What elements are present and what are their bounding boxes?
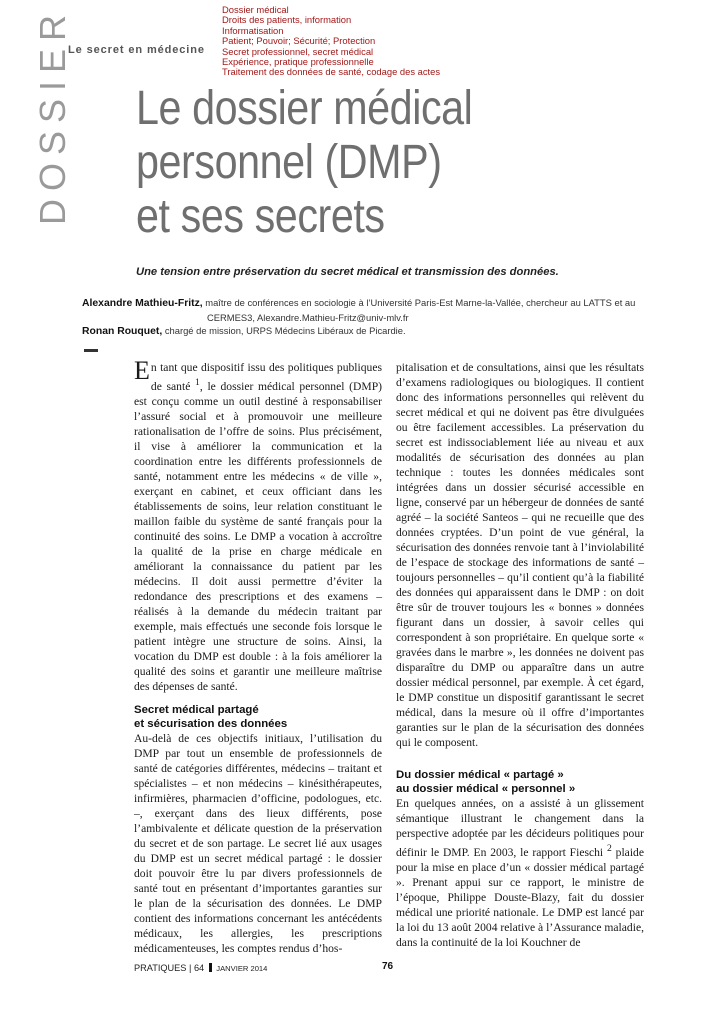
- issue-number: 64: [193, 963, 205, 973]
- section-heading: Secret médical partagé et sécurisation des données: [134, 703, 288, 730]
- keyword: Droits des patients, information: [222, 14, 352, 26]
- body-paragraph: Au-delà de ces objectifs initiaux, l’utilisation du DMP par tout un ensemble de professionnels de santé de catégories différentes, médecins – traitant et spécialistes – et non médecins – kinésithérapeutes, infirmières, pharmacien d’officine, podologues, etc. –, exerçant dans des lieux différents, pose l’ambivalente et délicate question de la préservation du secret et de son partage. Le secret lié aux usages du DMP est un secret médical partagé : le dossier doit pouvoir être lu par divers professionnels de santé tout en présentant d’importantes garanties sur le plan de la sécurisation des données. Le DMP contient des informations concernant les antécédents médicaux, les allergies, les prescriptions médicamenteuses, les comptes rendus d’hos-: [134, 731, 382, 955]
- author-affiliation-continued: CERMES3, Alexandre.Mathieu-Fritz@univ-mlv.fr: [207, 311, 409, 323]
- author-row: [82, 296, 642, 311]
- author-name: Alexandre Mathieu-Fritz,: [82, 298, 203, 309]
- keyword: Patient; Pouvoir; Sécurité; Protection: [222, 35, 376, 47]
- side-label: DOSSIER: [32, 6, 73, 225]
- title-line: personnel (DMP): [136, 136, 442, 189]
- keyword: Secret professionnel, secret médical: [222, 45, 374, 57]
- author-name: Ronan Rouquet,: [82, 326, 163, 338]
- page-footer: PRATIQUES | 64 JANVIER 2014: [134, 963, 268, 973]
- keyword: Dossier médical: [222, 4, 289, 15]
- body-paragraph: pitalisation et de consultations, ainsi que les résultats d’examens radiologiques ou biologiques. Il contient donc des informations personnelles qui relèvent du secret médical et qui ne doivent pas être divulguées ou être facilement accessibles. La préservation du secret est indissociablement liée au niveau et aux modalités de sécurisation des données au plan technique : toutes les données médicales sont intégrées dans un dossier sécurisé accessible en ligne, conservé par un hébergeur de données de santé agréé – la société Santeos – qui ne recueille que des données cryptées. D’un point de vue général, la sécurisation des données renvoie tant à l’inviolabilité de l’espace de stockage des informations de santé – toujours personnelles – qu’il contient qu’à la fiabilité des données qui apparaissent dans le DMP : on doit être sûr de trouver toujours les « bonnes » données figurant dans un dossier, à savoir celles qui correspondent à son propriétaire. En quelque sorte « gravées dans le marbre », les données ne doivent pas disparaître du DMP ou apparaître dans un autre dossier médical personnel, par exemple. À cet égard, le DMP constitue un dispositif garantissant le secret médical, dans la mesure où il offre d’importantes garanties sur le plan de la sécurisation des données qui le composent.: [396, 361, 644, 749]
- body-column-left: [134, 356, 382, 956]
- decorative-rule: [84, 349, 98, 352]
- issue-date: JANVIER 2014: [216, 964, 268, 973]
- body-paragraph: En quelques années, on a assisté à un glissement sémantique illustrant le changement dans la perspective adoptée par les décideurs politiques pour définir le DMP. En 2003, le rapport Fieschi $^2$ plaide pour la mise en place d’un « dossier médical partagé ». Prenant appui sur ce rapport, le ministre de l’époque, Philippe Douste-Blazy, fait du dossier médical une priorité nationale. Le DMP est lancé par la loi du 13 août 2004 relative à l’Assurance maladie, dans la continuité de la loi Kouchner de: [396, 797, 644, 949]
- author-block: [82, 296, 642, 339]
- section-label: Le secret en médecine: [68, 44, 205, 56]
- footnote-ref: 1: [195, 377, 200, 388]
- author-affiliation: chargé de mission, URPS Médecins Libéraux de Picardie.: [164, 325, 406, 337]
- keyword: Expérience, pratique professionnelle: [222, 56, 374, 68]
- keyword: Traitement des données de santé, codage des actes: [222, 66, 441, 78]
- separator-bar: [209, 963, 212, 972]
- author-row: [82, 324, 642, 339]
- keyword: Informatisation: [222, 24, 284, 36]
- body-paragraph: En tant que dispositif issu des politiques publiques de santé $^1$, le dossier médical personnel (DMP) est conçu comme un outil destiné à responsabiliser l’assuré social et à promouvoir une meilleure rationalisation de l’offre de soins. Plus précisément, il vise à améliorer la communication et la coordination entre les différents professionnels de santé, notamment entre les médecins « de ville », exerçant en cabinet, et ceux officiant dans les établissements de soins, leur relation constituant le maillon faible du système de santé français pour la continuité des soins. Le DMP a vocation à accroître la qualité de la prise en charge médicale en améliorant la connaissance du patient par les médecins. Il doit aussi permettre d’éviter la redondance des prescriptions et des examens – réalisés à la demande du médecin traitant par exemple, mais effectués une seconde fois lorsque le patient intègre une structure de soins. Ainsi, la vocation du DMP est double : à la fois améliorer la qualité des soins et garantir une meilleure maîtrise des dépenses de santé.: [134, 356, 382, 693]
- journal-name: PRATIQUES: [134, 963, 187, 973]
- author-affiliation: maître de conférences en sociologie à l’Université Paris-Est Marne-la-Vallée, chercheur au LATTS et au: [205, 297, 636, 308]
- drop-cap: E: [134, 356, 150, 385]
- footnote-ref: 2: [607, 843, 612, 854]
- page-number: 76: [382, 961, 394, 972]
- article-title: [136, 82, 583, 244]
- body-column-right: [396, 360, 644, 950]
- article-subtitle: Une tension entre préservation du secret médical et transmission des données.: [136, 266, 559, 278]
- keyword-list: [222, 5, 522, 78]
- section-heading: Du dossier médical « partagé » au dossier médical « personnel »: [396, 769, 576, 795]
- title-line: et ses secrets: [136, 190, 385, 243]
- title-line: Le dossier médical: [136, 82, 473, 135]
